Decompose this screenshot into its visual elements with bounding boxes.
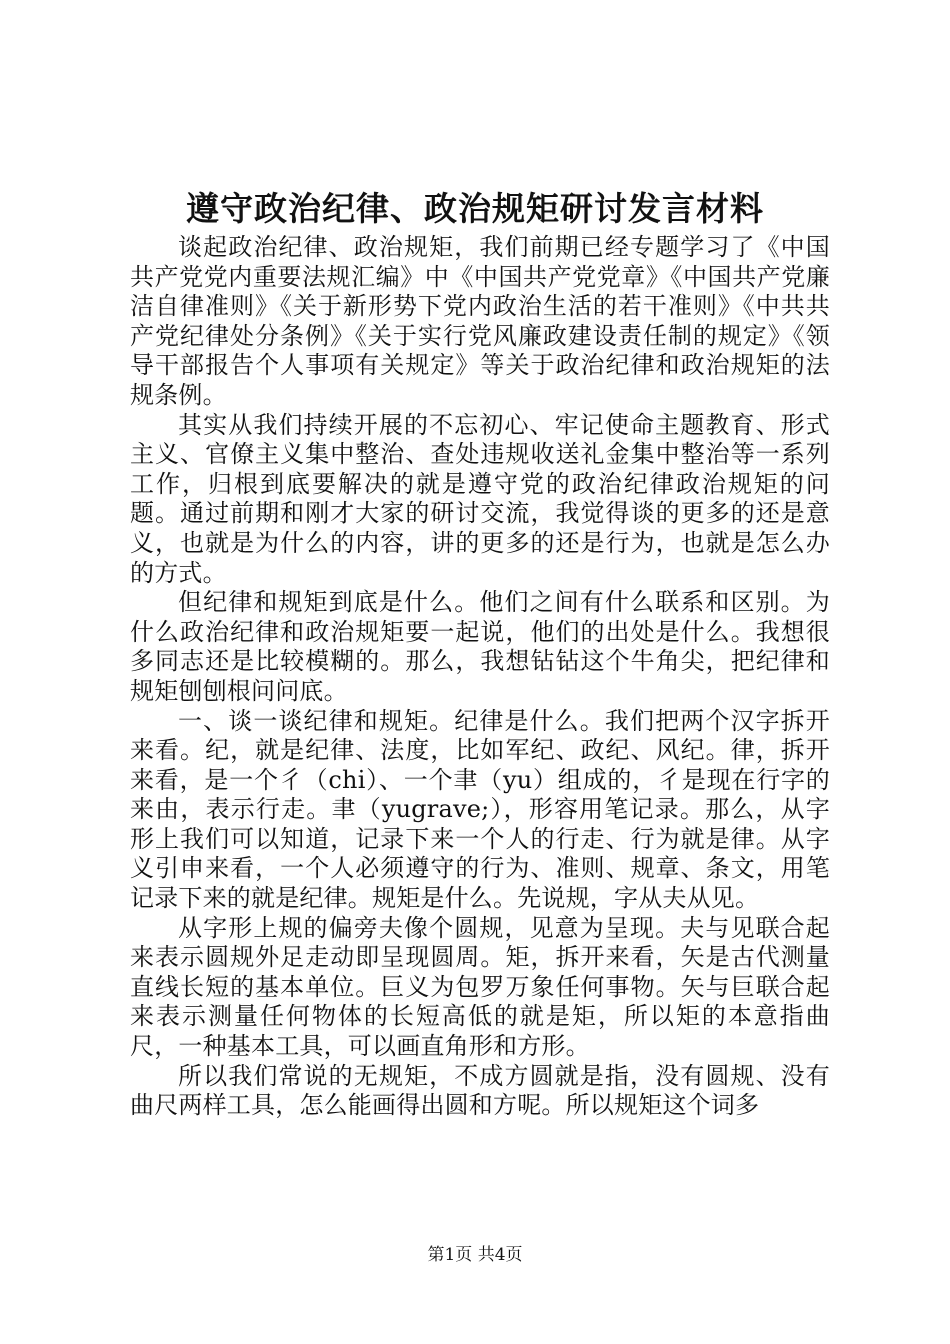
paragraph: 从字形上规的偏旁夫像个圆规，见意为呈现。夫与见联合起来表示圆规外足走动即呈现圆周。矩，拆开来看，矢是古代测量直线长短的基本单位。巨义为包罗万象任何事物。矢与巨联合起来表示测量任何物体的长短高低的就是矩，所以矩的本意指曲尺，一种基本工具，可以画直角形和方形。 bbox=[130, 913, 830, 1061]
document-body bbox=[130, 233, 830, 1121]
paragraph: 但纪律和规矩到底是什么。他们之间有什么联系和区别。为什么政治纪律和政治规矩要一起说，他们的出处是什么。我想很多同志还是比较模糊的。那么，我想钻钻这个牛角尖，把纪律和规矩刨刨根问问底。 bbox=[130, 588, 830, 705]
paragraph: 一、谈一谈纪律和规矩。纪律是什么。我们把两个汉字拆开来看。纪，就是纪律、法度，比如军纪、政纪、风纪。律，拆开来看，是一个彳（chi）、一个聿（yu）组成的，彳是现在行字的来由，表示行走。聿（yugrave;），形容用笔记录。那么，从字形上我们可以知道，记录下来一个人的行走、行为就是律。从字义引申来看，一个人必须遵守的行为、准则、规章、条文，用笔记录下来的就是纪律。规矩是什么。先说规，字从夫从见。 bbox=[130, 706, 830, 913]
page-number-footer: 第1页 共4页 bbox=[427, 1245, 523, 1265]
document-title: 遵守政治纪律、政治规矩研讨发言材料 bbox=[186, 189, 764, 228]
paragraph: 其实从我们持续开展的不忘初心、牢记使命主题教育、形式主义、官僚主义集中整治、查处违规收送礼金集中整治等一系列工作，归根到底要解决的就是遵守党的政治纪律政治规矩的问题。通过前期和刚才大家的研讨交流，我觉得谈的更多的还是意义，也就是为什么的内容，讲的更多的还是行为，也就是怎么办的方式。 bbox=[130, 410, 830, 587]
paragraph: 所以我们常说的无规矩，不成方圆就是指，没有圆规、没有曲尺两样工具，怎么能画得出圆和方呢。所以规矩这个词多 bbox=[130, 1061, 830, 1120]
paragraph: 谈起政治纪律、政治规矩，我们前期已经专题学习了《中国共产党党内重要法规汇编》中《中国共产党党章》《中国共产党廉洁自律准则》《关于新形势下党内政治生活的若干准则》《中共共产党纪律处分条例》《关于实行党风廉政建设责任制的规定》《领导干部报告个人事项有关规定》等关于政治纪律和政治规矩的法规条例。 bbox=[130, 233, 830, 409]
